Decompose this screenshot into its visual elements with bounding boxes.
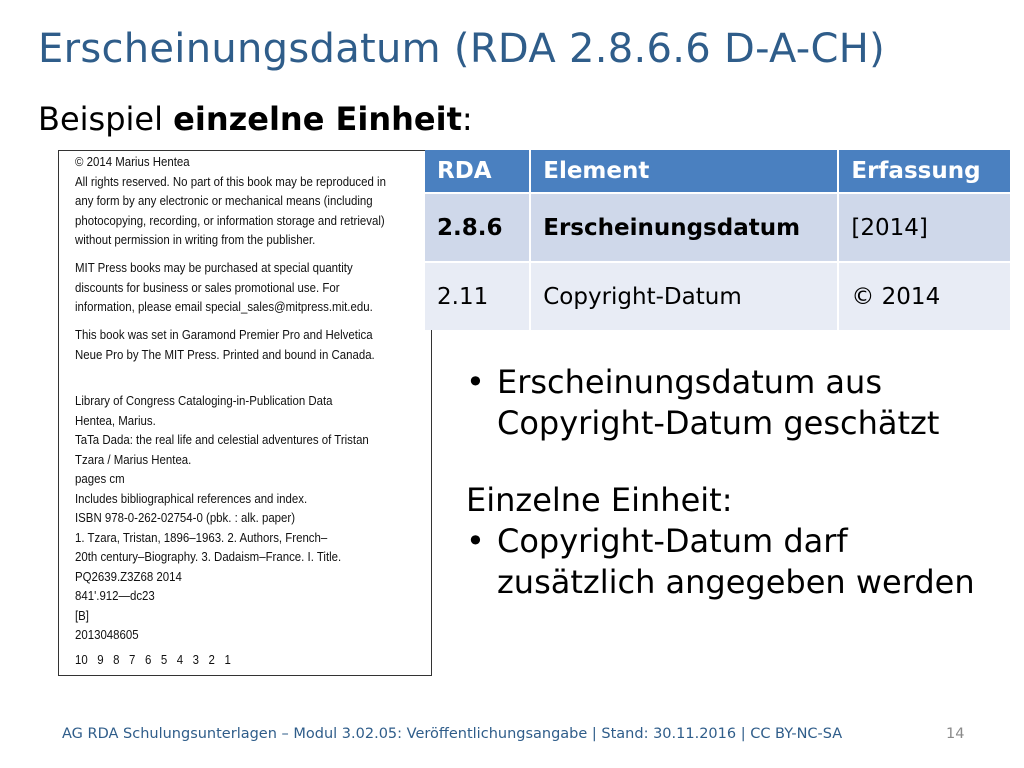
header-erfassung: Erfassung (838, 150, 1011, 193)
scan-line: PQ2639.Z3Z68 2014 (75, 568, 182, 584)
section-heading: Einzelne Einheit: (466, 481, 733, 519)
scan-line: photocopying, recording, or information storage and retrieval) (75, 212, 385, 228)
scan-line: © 2014 Marius Hentea (75, 154, 190, 169)
scan-line: any form by any electronic or mechanical means (including (75, 193, 373, 208)
scan-line: Includes bibliographical references and index. (75, 490, 308, 506)
scan-block-sales (75, 258, 432, 317)
scan-block-typeset (75, 325, 432, 364)
scan-line: 2013048605 (75, 627, 139, 642)
scan-line: without permission in writing from the publisher. (75, 232, 316, 247)
scan-line: 20th century–Biography. 3. Dadaism–France. I. Title. (75, 549, 342, 564)
header-rda: RDA (425, 150, 530, 193)
table-header-row (425, 150, 1011, 193)
scan-line: All rights reserved. No part of this book may be reproduced in (75, 173, 386, 189)
scan-line: This book was set in Garamond Premier Pro and Helvetica (75, 327, 373, 342)
rda-table (425, 150, 1012, 330)
header-element: Element (530, 150, 838, 193)
scan-line: Tzara / Marius Hentea. (75, 451, 192, 467)
subtitle-normal: Beispiel (38, 100, 174, 138)
printing-number-line: 10 9 8 7 6 5 4 3 2 1 (75, 652, 231, 667)
cell-element: Copyright-Datum (530, 262, 838, 330)
scan-line: MIT Press books may be purchased at special quantity (75, 260, 353, 275)
scan-line: ISBN 978-0-262-02754-0 (pbk. : alk. paper) (75, 510, 296, 525)
bullet-icon: • (466, 522, 485, 560)
cell-rda: 2.8.6 (425, 193, 530, 262)
cell-rda: 2.11 (425, 262, 530, 330)
scan-line: [B] (75, 607, 89, 623)
scan-line: pages cm (75, 471, 125, 486)
bullet-item (466, 521, 1006, 603)
slide-title: Erscheinungsdatum (RDA 2.8.6.6 D-A-CH) (38, 26, 886, 72)
cell-element: Erscheinungsdatum (530, 193, 838, 262)
copyright-page-scan (58, 150, 432, 676)
scan-line: TaTa Dada: the real life and celestial adventures of Tristan (75, 432, 369, 447)
bullet-icon: • (466, 363, 485, 401)
slide-subtitle (38, 100, 473, 138)
scan-block-rights (75, 152, 432, 250)
subtitle-bold: einzelne Einheit (173, 100, 462, 138)
footer-text: AG RDA Schulungsunterlagen – Modul 3.02.05: Veröffentlichungsangabe | Stand: 30.11.2016 | CC BY-NC-SA (62, 726, 843, 742)
bullet-item (466, 362, 1006, 444)
table-row (425, 193, 1011, 262)
scan-block-printing (75, 650, 432, 670)
bullet-section (466, 362, 1006, 603)
table-row (425, 262, 1011, 330)
scan-line: 841'.912—dc23 (75, 588, 155, 603)
scan-line: information, please email special_sales@mitpress.mit.edu. (75, 299, 373, 314)
scan-line: discounts for business or sales promotional use. For (75, 279, 340, 295)
scan-line: Library of Congress Cataloging-in-Publication Data (75, 393, 333, 408)
bullet-text: Erscheinungsdatum aus Copyright-Datum geschätzt (497, 363, 940, 442)
scan-line: Hentea, Marius. (75, 412, 156, 428)
subtitle-colon: : (461, 100, 473, 138)
scan-block-cip (75, 391, 432, 645)
cell-erfassung: © 2014 (838, 262, 1011, 330)
page-number: 14 (946, 726, 965, 742)
scan-line: Neue Pro by The MIT Press. Printed and bound in Canada. (75, 346, 375, 362)
cell-erfassung: [2014] (838, 193, 1011, 262)
bullet-text: Copyright-Datum darf zusätzlich angegeben werden (497, 522, 975, 601)
scan-line: 1. Tzara, Tristan, 1896–1963. 2. Authors, French– (75, 529, 328, 545)
